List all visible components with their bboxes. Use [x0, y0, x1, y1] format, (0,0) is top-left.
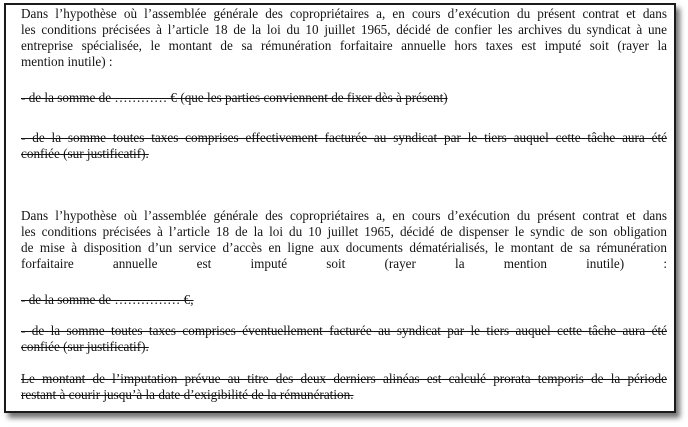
paragraph-line: Dans l’hypothèse où l’assemblée générale des copropriétaires a, en cours d’exécution du présent contrat et dans	[21, 208, 667, 223]
struck-text: confiée (sur justificatif).	[21, 146, 149, 161]
struck-text: confiée (sur justificatif).	[21, 339, 149, 354]
paragraph-line: forfaitaire annuelle est imputé soit (rayer la mention inutile) :	[21, 256, 667, 271]
struck-option-fixed-amount-2	[21, 292, 194, 308]
struck-text: restant à courir jusqu’à la date d’exigibilité de la rémunération.	[21, 387, 354, 402]
paragraph-archives	[21, 6, 667, 70]
struck-prorata-paragraph	[21, 371, 667, 403]
paragraph-line: les conditions précisées à l’article 18 de la loi du 10 juillet 1965, décidé de dispenser le syndic de son obligation	[21, 224, 667, 239]
paragraph-line: entreprise spécialisée, le montant de sa rémunération forfaitaire annuelle hors taxes est imputé soit (rayer la	[21, 38, 667, 53]
paragraph-online-access	[21, 208, 667, 272]
struck-option-invoiced-amount-2	[21, 323, 667, 355]
struck-text: - de la somme de ………… € (que les parties conviennent de fixer dès à présent)	[21, 90, 448, 105]
paragraph-line: mention inutile) :	[21, 54, 113, 69]
struck-text: - de la somme de …………… €,	[21, 292, 194, 307]
document-frame	[4, 3, 676, 413]
struck-text: Le montant de l’imputation prévue au titre des deux derniers alinéas est calculé prorata temporis de la période	[21, 371, 667, 386]
struck-option-invoiced-amount	[21, 130, 667, 162]
paragraph-line: les conditions précisées à l’article 18 de la loi du 10 juillet 1965, décidé de confier les archives du syndicat à une	[21, 22, 667, 37]
paragraph-line: de mise à disposition d’un service d’accès en ligne aux documents dématérialisés, le montant de sa rémunération	[21, 240, 667, 255]
struck-option-fixed-amount	[21, 90, 448, 106]
paragraph-line: Dans l’hypothèse où l’assemblée générale des copropriétaires a, en cours d’exécution du présent contrat et dans	[21, 6, 667, 21]
struck-text: - de la somme toutes taxes comprises effectivement facturée au syndicat par le tiers auquel cette tâche aura été	[21, 130, 667, 145]
struck-text: - de la somme toutes taxes comprises éventuellement facturée au syndicat par le tiers auquel cette tâche aura été	[21, 323, 667, 338]
